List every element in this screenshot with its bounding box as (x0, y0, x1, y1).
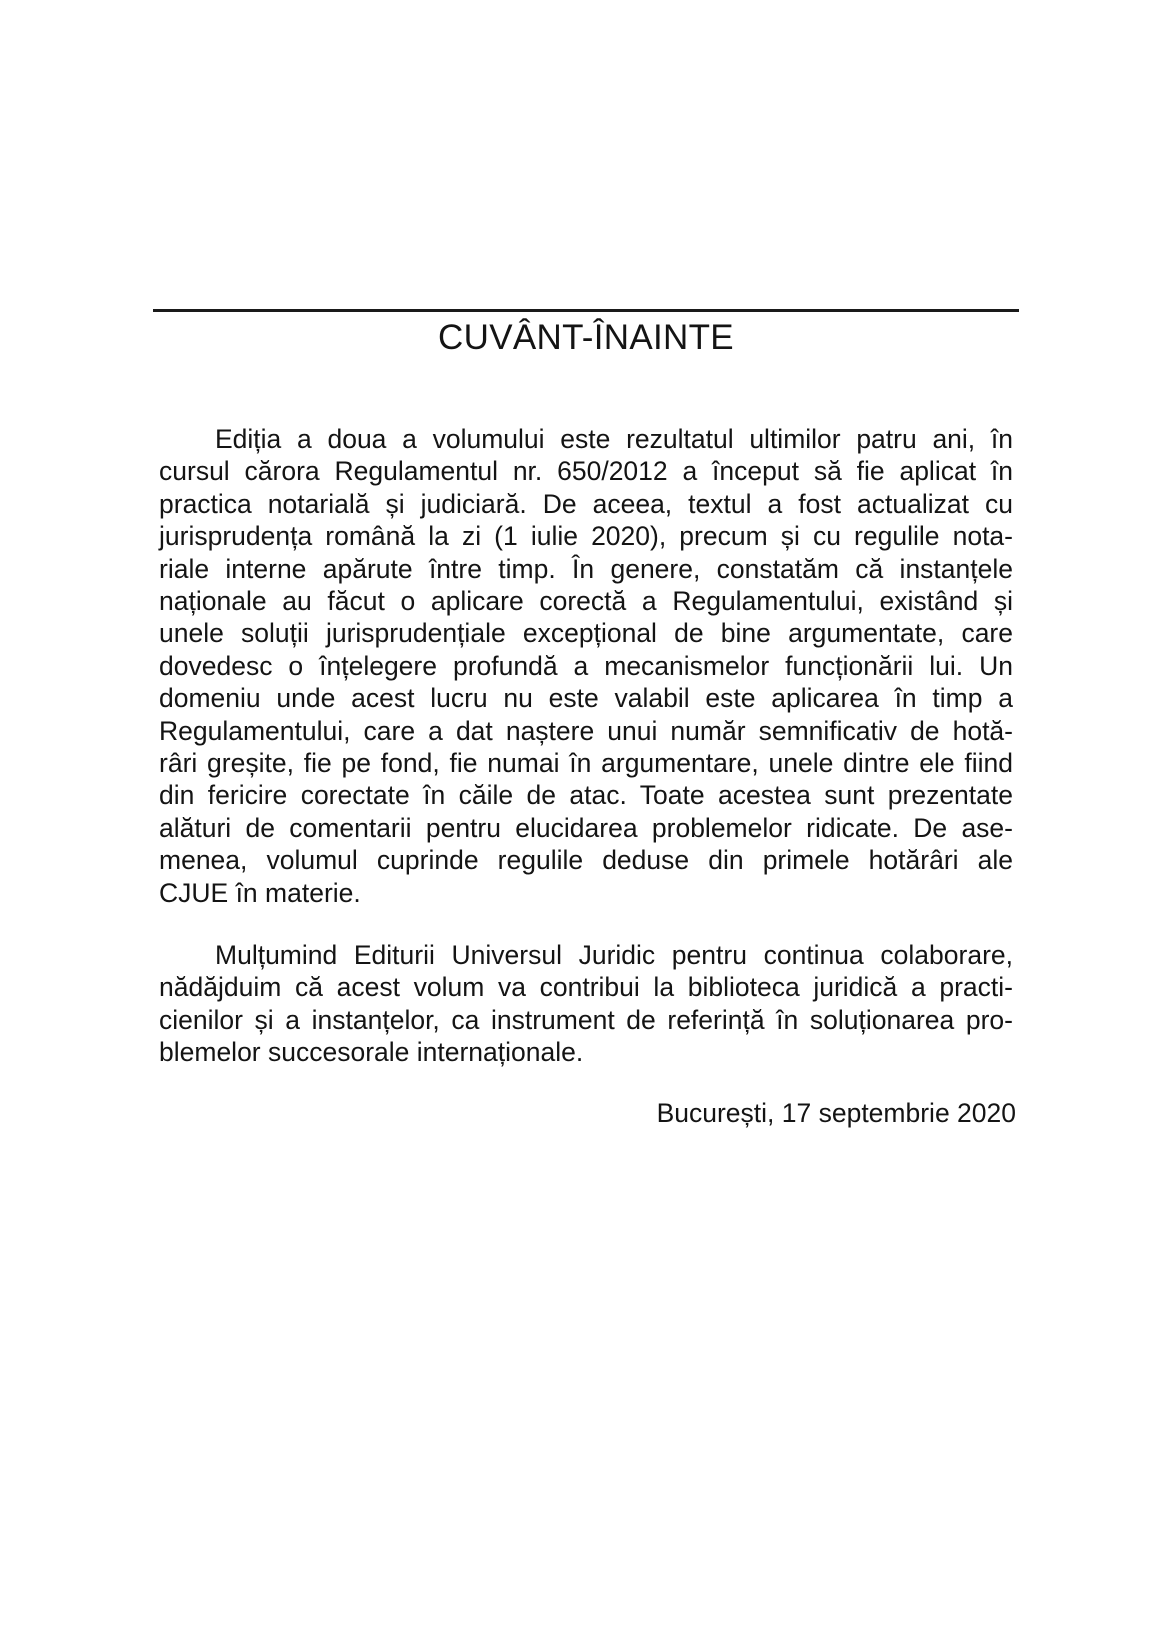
text-line: menea, volumul cuprinde regulile deduse din primele hotărâri ale (159, 845, 1013, 876)
place-and-date: București, 17 septembrie 2020 (656, 1098, 1016, 1128)
text-line: cienilor și a instanțelor, ca instrument de referință în soluționarea pro- (159, 1004, 1013, 1035)
text-line: cursul cărora Regulamentul nr. 650/2012 a început să fie aplicat în (159, 456, 1013, 487)
text-line: Ediția a doua a volumului este rezultatul ultimilor patru ani, în (215, 424, 1013, 454)
text-line: riale interne apărute între timp. În genere, constatăm că instanțele (159, 553, 1013, 584)
text-line: naționale au făcut o aplicare corectă a Regulamentului, existând și (159, 586, 1013, 617)
page-title: CUVÂNT-ÎNAINTE (438, 318, 734, 357)
text-line: domeniu unde acest lucru nu este valabil este aplicarea în timp a (159, 683, 1013, 714)
text-line: jurisprudența română la zi (1 iulie 2020), precum și cu regulile nota- (159, 521, 1013, 552)
paragraph-2 (159, 939, 1013, 1069)
text-line: din fericire corectate în căile de atac. Toate acestea sunt prezentate (159, 780, 1013, 811)
header-rule (153, 309, 1019, 312)
paragraph-1 (159, 423, 1013, 909)
text-line: Regulamentului, care a dat naștere unui număr semnificativ de hotă- (159, 715, 1013, 746)
text-line: nădăjduim că acest volum va contribui la biblioteca juridică a practi- (159, 972, 1013, 1003)
text-line: practica notarială și judiciară. De aceea, textul a fost actualizat cu (159, 488, 1013, 519)
text-line: alături de comentarii pentru elucidarea problemelor ridicate. De ase- (159, 812, 1013, 843)
text-line: unele soluții jurisprudențiale excepțional de bine argumentate, care (159, 618, 1013, 649)
text-line: blemelor succesorale internaționale. (159, 1037, 584, 1068)
text-line: Mulțumind Editurii Universul Juridic pentru continua colaborare, (215, 940, 1013, 970)
text-line: râri greșite, fie pe fond, fie numai în argumentare, unele dintre ele fiind (159, 748, 1013, 779)
text-line: CJUE în materie. (159, 877, 361, 908)
text-line: dovedesc o înțelegere profundă a mecanismelor funcționării lui. Un (159, 650, 1013, 681)
